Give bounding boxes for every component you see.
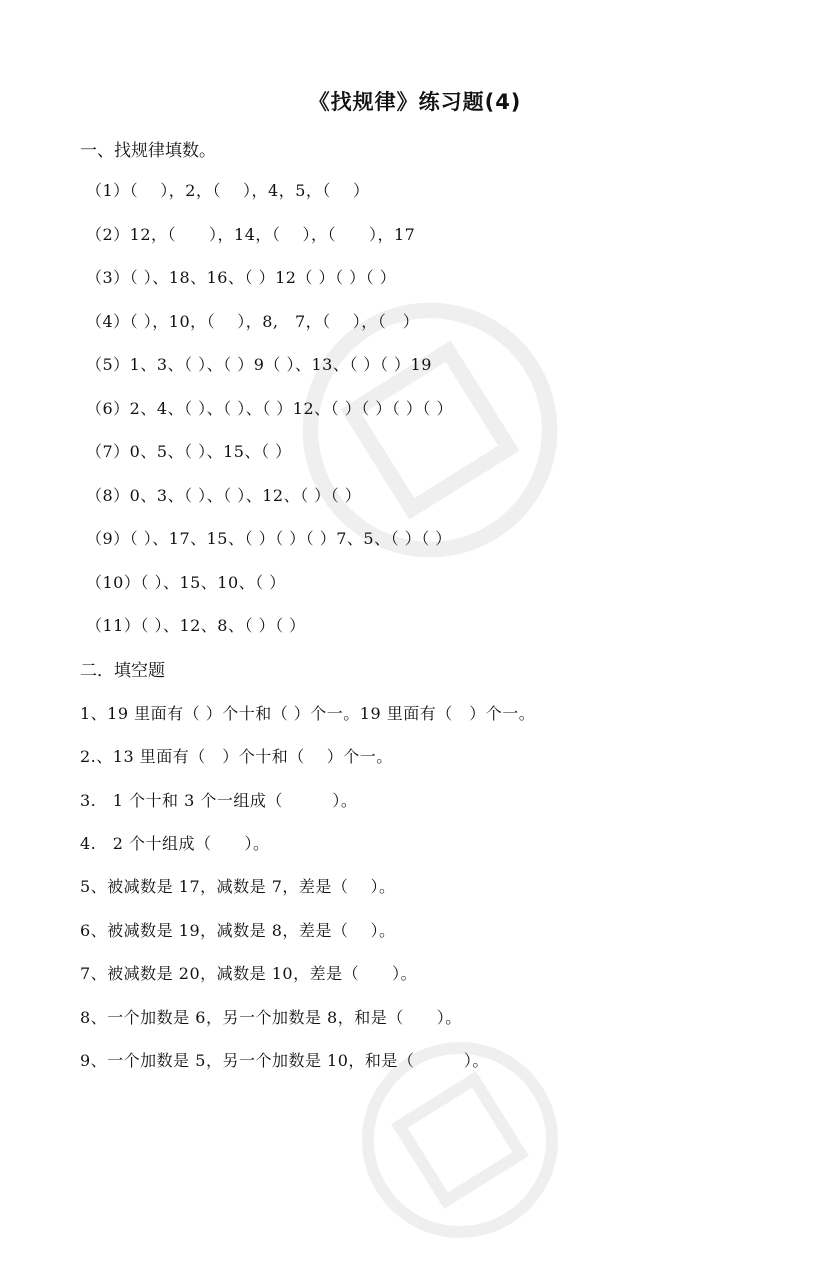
list-item: 1、19 里面有（ ）个十和（ ）个一。19 里面有（ ）个一。 — [80, 704, 536, 723]
watermark-icon — [322, 1002, 598, 1278]
list-item: （7）0、5、（ ）、15、（ ） — [86, 442, 292, 461]
list-item: （6）2、4、（ ）、（ ）、（ ）12、（ ）（ ）（ ）（ ） — [86, 399, 454, 418]
page-title: 《找规律》练习题(4) — [308, 90, 522, 114]
list-item: （5）1、3、（ ）、（ ）9（ ）、13、（ ）（ ）19 — [86, 355, 432, 374]
list-item: （4）（ ），10，（ ），8, 7，（ ），（ ） — [86, 312, 420, 331]
watermark-icon — [251, 251, 609, 609]
list-item: （8）0、3、（ ）、（ ）、12、（ ）（ ） — [86, 486, 362, 505]
list-item: 7、被减数是 20，减数是 10，差是（ ）。 — [80, 964, 418, 983]
list-item: （10）（ ）、15、10、（ ） — [86, 573, 286, 592]
list-item: 5、被减数是 17，减数是 7，差是（ ）。 — [80, 877, 396, 896]
list-item: （3）（ ）、18、16、（ ）12（ ）（ ）（ ） — [86, 268, 397, 287]
list-item: （1）（ ），2，（ ），4，5，（ ） — [86, 181, 370, 200]
list-item: 2.、13 里面有（ ）个十和（ ）个一。 — [80, 747, 393, 766]
list-item: （9）（ ）、17、15、（ ）（ ）（ ）7、5、（ ）（ ） — [86, 529, 452, 548]
list-item: 3. 1 个十和 3 个一组成（ ）。 — [80, 791, 358, 810]
list-item: 4. 2 个十组成（ ）。 — [80, 834, 270, 853]
list-item: （11）（ ）、12、8、（ ）（ ） — [86, 616, 306, 635]
section-heading: 一、找规律填数。 — [80, 141, 216, 161]
list-item: 9、一个加数是 5，另一个加数是 10，和是（ ）。 — [80, 1051, 489, 1070]
list-item: （2）12，（ ），14，（ ），（ ），17 — [86, 225, 416, 244]
list-item: 6、被减数是 19，减数是 8，差是（ ）。 — [80, 921, 396, 940]
section-heading: 二．填空题 — [80, 661, 165, 681]
list-item: 8、一个加数是 6，另一个加数是 8，和是（ ）。 — [80, 1008, 462, 1027]
